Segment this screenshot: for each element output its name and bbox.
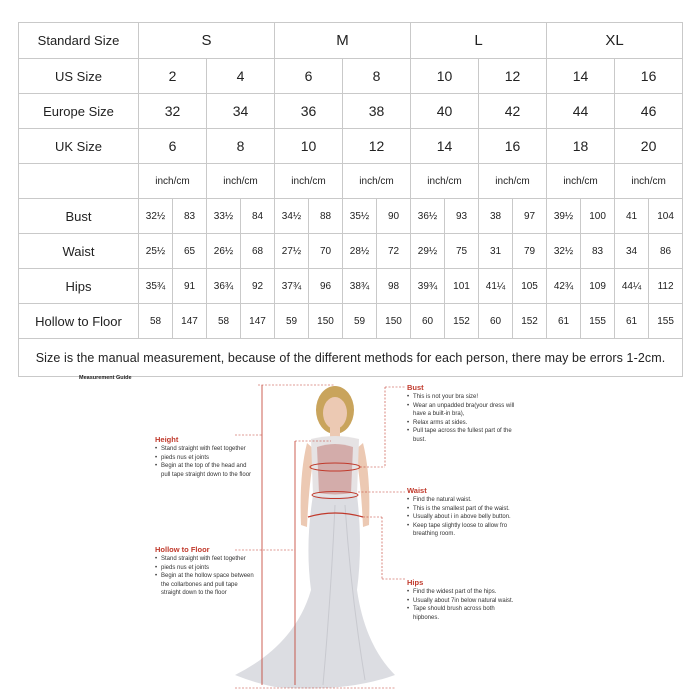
europe-size-value: 32 <box>139 94 207 129</box>
measurement-value: 31 <box>479 234 513 269</box>
measurement-value: 39¾ <box>411 269 445 304</box>
measurement-value: 88 <box>309 199 343 234</box>
measurement-row <box>19 269 683 304</box>
measurement-value: 101 <box>445 269 479 304</box>
us-size-value: 14 <box>547 59 615 94</box>
waist-label: Waist <box>19 234 139 269</box>
measurement-value: 91 <box>173 269 207 304</box>
us-size-value: 10 <box>411 59 479 94</box>
unit-label: inch/cm <box>615 164 683 199</box>
unit-label: inch/cm <box>479 164 547 199</box>
guide-list-item: • Usually about i in above belly button. <box>407 513 522 522</box>
measurement-row <box>19 199 683 234</box>
measurement-value: 109 <box>581 269 615 304</box>
measurement-value: 92 <box>241 269 275 304</box>
guide-list-item: • Stand straight with feet together <box>155 445 255 454</box>
measurement-value: 59 <box>343 304 377 339</box>
bust-list <box>407 393 522 445</box>
measurement-value: 75 <box>445 234 479 269</box>
measurement-value: 26½ <box>207 234 241 269</box>
measurement-value: 98 <box>377 269 411 304</box>
guide-list-item: • This is the smallest part of the waist. <box>407 505 522 514</box>
measurement-value: 37¾ <box>275 269 309 304</box>
unit-label: inch/cm <box>275 164 343 199</box>
uk-size-value: 12 <box>343 129 411 164</box>
measurement-value: 83 <box>173 199 207 234</box>
us-size-label: US Size <box>19 59 139 94</box>
unit-label: inch/cm <box>411 164 479 199</box>
measurement-value: 100 <box>581 199 615 234</box>
guide-list-item: • Pull tape across the fullest part of the bust. <box>407 427 522 444</box>
measurement-value: 61 <box>547 304 581 339</box>
us-size-value: 4 <box>207 59 275 94</box>
europe-size-value: 36 <box>275 94 343 129</box>
europe-size-value: 42 <box>479 94 547 129</box>
waist-list <box>407 496 522 539</box>
measurement-value: 36¾ <box>207 269 241 304</box>
measurement-value: 93 <box>445 199 479 234</box>
bodice-lace <box>317 444 353 495</box>
hollow-heading: Hollow to Floor <box>155 545 210 554</box>
measurement-value: 112 <box>649 269 683 304</box>
us-size-value: 12 <box>479 59 547 94</box>
uk-size-value: 18 <box>547 129 615 164</box>
measurement-value: 104 <box>649 199 683 234</box>
measurement-value: 61 <box>615 304 649 339</box>
measurement-value: 38 <box>479 199 513 234</box>
standard-size-label: Standard Size <box>19 23 139 59</box>
measurement-value: 35¾ <box>139 269 173 304</box>
europe-size-value: 44 <box>547 94 615 129</box>
unit-label: inch/cm <box>547 164 615 199</box>
measurement-value: 58 <box>139 304 173 339</box>
measurement-value: 105 <box>513 269 547 304</box>
hips-heading: Hips <box>407 578 424 587</box>
measurement-value: 44¼ <box>615 269 649 304</box>
uk-size-value: 10 <box>275 129 343 164</box>
guide-list-item: • This is not your bra size! <box>407 393 522 402</box>
europe-size-label: Europe Size <box>19 94 139 129</box>
measurement-value: 83 <box>581 234 615 269</box>
measurement-value: 84 <box>241 199 275 234</box>
uk-size-value: 6 <box>139 129 207 164</box>
uk-size-label: UK Size <box>19 129 139 164</box>
header-row <box>19 23 683 59</box>
hips-label: Hips <box>19 269 139 304</box>
measurement-value: 25½ <box>139 234 173 269</box>
measurement-value: 72 <box>377 234 411 269</box>
europe-size-value: 46 <box>615 94 683 129</box>
hips-guide <box>407 578 522 622</box>
measurement-value: 34 <box>615 234 649 269</box>
europe-size-value: 38 <box>343 94 411 129</box>
uk-size-row <box>19 129 683 164</box>
face-shape <box>323 397 347 429</box>
size-note: Size is the manual measurement, because of the different methods for each person, there may be errors 1-2cm. <box>19 339 683 377</box>
measurement-row <box>19 234 683 269</box>
guide-list-item: • Find the widest part of the hips. <box>407 588 522 597</box>
us-size-value: 2 <box>139 59 207 94</box>
bust-label: Bust <box>19 199 139 234</box>
measurement-value: 39½ <box>547 199 581 234</box>
guide-list-item: • Begin at the top of the head and pull tape straight down to the floor <box>155 462 255 479</box>
measurement-value: 42¾ <box>547 269 581 304</box>
measurement-value: 86 <box>649 234 683 269</box>
guide-list-item: • Stand straight with feet together <box>155 555 255 564</box>
uk-size-value: 14 <box>411 129 479 164</box>
unit-label: inch/cm <box>139 164 207 199</box>
measurement-value: 32½ <box>139 199 173 234</box>
measurement-value: 97 <box>513 199 547 234</box>
note-row <box>19 339 683 377</box>
measurement-value: 58 <box>207 304 241 339</box>
measurement-value: 60 <box>411 304 445 339</box>
measurement-value: 147 <box>173 304 207 339</box>
bust-guide <box>407 383 522 445</box>
measurement-value: 155 <box>649 304 683 339</box>
measurement-value: 65 <box>173 234 207 269</box>
measurement-row <box>19 304 683 339</box>
measurement-value: 150 <box>377 304 411 339</box>
size-letter-s: S <box>139 23 275 59</box>
unit-row-blank <box>19 164 139 199</box>
measurement-value: 32½ <box>547 234 581 269</box>
guide-list-item: • Find the natural waist. <box>407 496 522 505</box>
measurement-value: 70 <box>309 234 343 269</box>
guide-list-item: • Usually about 7in below natural waist. <box>407 597 522 606</box>
measurement-value: 36½ <box>411 199 445 234</box>
us-size-value: 8 <box>343 59 411 94</box>
waist-guide <box>407 486 522 539</box>
europe-size-value: 40 <box>411 94 479 129</box>
measurement-value: 38¾ <box>343 269 377 304</box>
measurement-value: 33½ <box>207 199 241 234</box>
measurement-value: 41¼ <box>479 269 513 304</box>
measurement-value: 29½ <box>411 234 445 269</box>
europe-size-value: 34 <box>207 94 275 129</box>
us-size-row <box>19 59 683 94</box>
measurement-value: 60 <box>479 304 513 339</box>
unit-row <box>19 164 683 199</box>
size-letter-l: L <box>411 23 547 59</box>
measurement-value: 41 <box>615 199 649 234</box>
measurement-value: 96 <box>309 269 343 304</box>
bust-heading: Bust <box>407 383 424 392</box>
us-size-value: 16 <box>615 59 683 94</box>
hollow-to-floor-label: Hollow to Floor <box>19 304 139 339</box>
measurement-value: 152 <box>445 304 479 339</box>
waist-heading: Waist <box>407 486 427 495</box>
measurement-value: 27½ <box>275 234 309 269</box>
guide-list-item: • pieds nus et joints <box>155 454 255 463</box>
guide-list-item: • Keep tape slightly loose to allow fro breathing room. <box>407 522 522 539</box>
measurement-value: 152 <box>513 304 547 339</box>
hips-list <box>407 588 522 622</box>
measurement-value: 68 <box>241 234 275 269</box>
measurement-value: 90 <box>377 199 411 234</box>
measurement-value: 35½ <box>343 199 377 234</box>
unit-label: inch/cm <box>207 164 275 199</box>
measurement-value: 28½ <box>343 234 377 269</box>
uk-size-value: 20 <box>615 129 683 164</box>
uk-size-value: 16 <box>479 129 547 164</box>
size-chart-table <box>18 22 683 377</box>
measurement-value: 59 <box>275 304 309 339</box>
gown-skirt <box>235 495 395 689</box>
measurement-value: 34½ <box>275 199 309 234</box>
measurement-value: 79 <box>513 234 547 269</box>
unit-label: inch/cm <box>343 164 411 199</box>
measurement-guide-title: Measurement Guide <box>79 375 132 381</box>
guide-list-item: • Tape should brush across both hipbones. <box>407 605 522 622</box>
height-heading: Height <box>155 435 179 444</box>
model-figure-illustration <box>195 375 405 700</box>
uk-size-value: 8 <box>207 129 275 164</box>
guide-list-item: • Relax arms at sides. <box>407 419 522 428</box>
guide-list-item: • Wear an unpadded bra(your dress will have a built-in bra), <box>407 402 522 419</box>
measurement-value: 147 <box>241 304 275 339</box>
measurement-value: 150 <box>309 304 343 339</box>
size-letter-m: M <box>275 23 411 59</box>
guide-list-item: • pieds nus et joints <box>155 564 255 573</box>
guide-list-item: • Begin at the hollow space between the collarbones and pull tape straight down to the floor <box>155 572 255 598</box>
us-size-value: 6 <box>275 59 343 94</box>
measurement-value: 155 <box>581 304 615 339</box>
europe-size-row <box>19 94 683 129</box>
size-letter-xl: XL <box>547 23 683 59</box>
